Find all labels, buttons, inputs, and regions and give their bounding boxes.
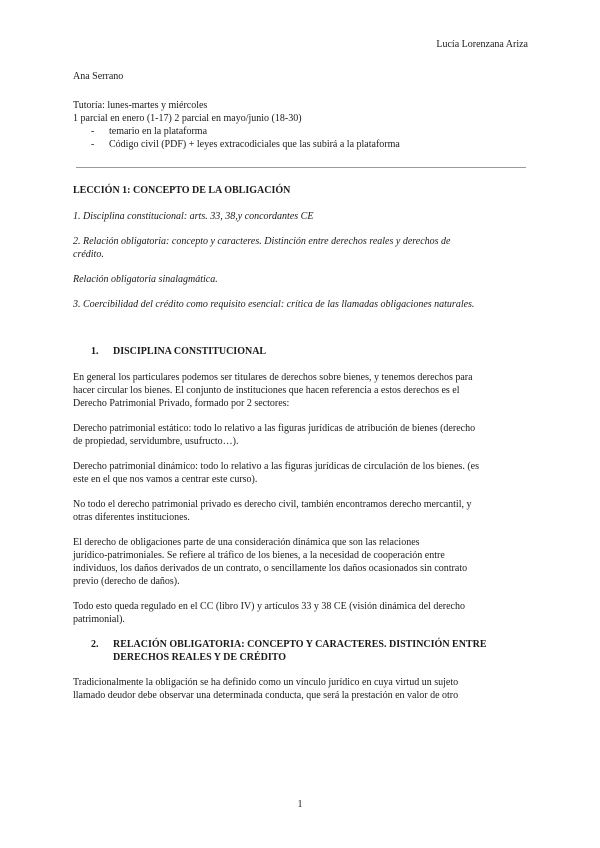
lesson-item: 3. Coercibilidad del crédito como requisito esencial: crítica de las llamadas obligaciones naturales. — [73, 299, 475, 310]
exams-line: 1 parcial en enero (1-17) 2 parcial en mayo/junio (18-30) — [73, 113, 302, 124]
section-heading — [73, 345, 525, 358]
lesson-item: 2. Relación obligatoria: concepto y caracteres. Distinción entre derechos reales y derechos de crédito. — [73, 236, 451, 260]
lesson-item: 1. Disciplina constitucional: arts. 33, 38,y concordantes CE — [73, 211, 314, 222]
document-content — [73, 70, 525, 702]
section-heading — [73, 638, 525, 664]
paragraph: Todo esto queda regulado en el CC (libro IV) y artículos 33 y 38 CE (visión dinámica del derecho patrimonial). — [73, 601, 465, 625]
teacher-name: Ana Serrano — [73, 71, 124, 82]
lesson-title: LECCIÓN 1: CONCEPTO DE LA OBLIGACIÓN — [73, 185, 291, 196]
lesson-item: Relación obligatoria sinalagmática. — [73, 274, 218, 285]
intro-bullet-list — [73, 125, 525, 151]
section-number: 2. — [91, 639, 99, 650]
bullet-item: - Código civil (PDF) + leyes extracodiciales que las subirá a la plataforma — [91, 138, 525, 151]
tutoring-line: Tutoría: lunes-martes y miércoles — [73, 100, 208, 111]
paragraph: Derecho patrimonial estático: todo lo relativo a las figuras jurídicas de atribución de bienes (derecho de propiedad, servidumbre, usufructo…). — [73, 423, 476, 447]
header-author: Lucía Lorenzana Ariza — [436, 39, 528, 50]
section-title: RELACIÓN OBLIGATORIA: CONCEPTO Y CARACTERES. DISTINCIÓN ENTRE DERECHOS REALES Y DE CRÉDITO — [113, 639, 487, 663]
section-number: 1. — [91, 346, 99, 357]
paragraph: En general los particulares podemos ser titulares de derechos sobre bienes, y tenemos derechos para hacer circular los bienes. El conjunto de instituciones que hacen referencia a estos derechos es el Derecho Patrimonial Privado, formado por 2 sectores: — [73, 372, 473, 409]
paragraph: No todo el derecho patrimonial privado es derecho civil, también encontramos derecho mercantil, y otras diferentes instituciones. — [73, 499, 472, 523]
page-number: 1 — [297, 799, 303, 810]
paragraph: Tradicionalmente la obligación se ha definido como un vínculo jurídico en cuya virtud un sujeto llamado deudor debe observar una determinada conducta, que será la prestación en valor de otro — [73, 677, 459, 701]
paragraph: Derecho patrimonial dinámico: todo lo relativo a las figuras jurídicas de circulación de los bienes. (es este en el que nos vamos a centrar este curso). — [73, 461, 479, 485]
bullet-item: - temario en la plataforma — [91, 125, 525, 138]
section-title: DISCIPLINA CONSTITUCIONAL — [113, 346, 267, 357]
paragraph: El derecho de obligaciones parte de una consideración dinámica que son las relaciones jurídico-patrimoniales. Se refiere al tráfico de los bienes, a la necesidad de cooperación entre individuos, los daños derivados de un contrato, o sencillamente los daños ocasionados sin contrato previo (derecho de daños). — [73, 537, 468, 587]
